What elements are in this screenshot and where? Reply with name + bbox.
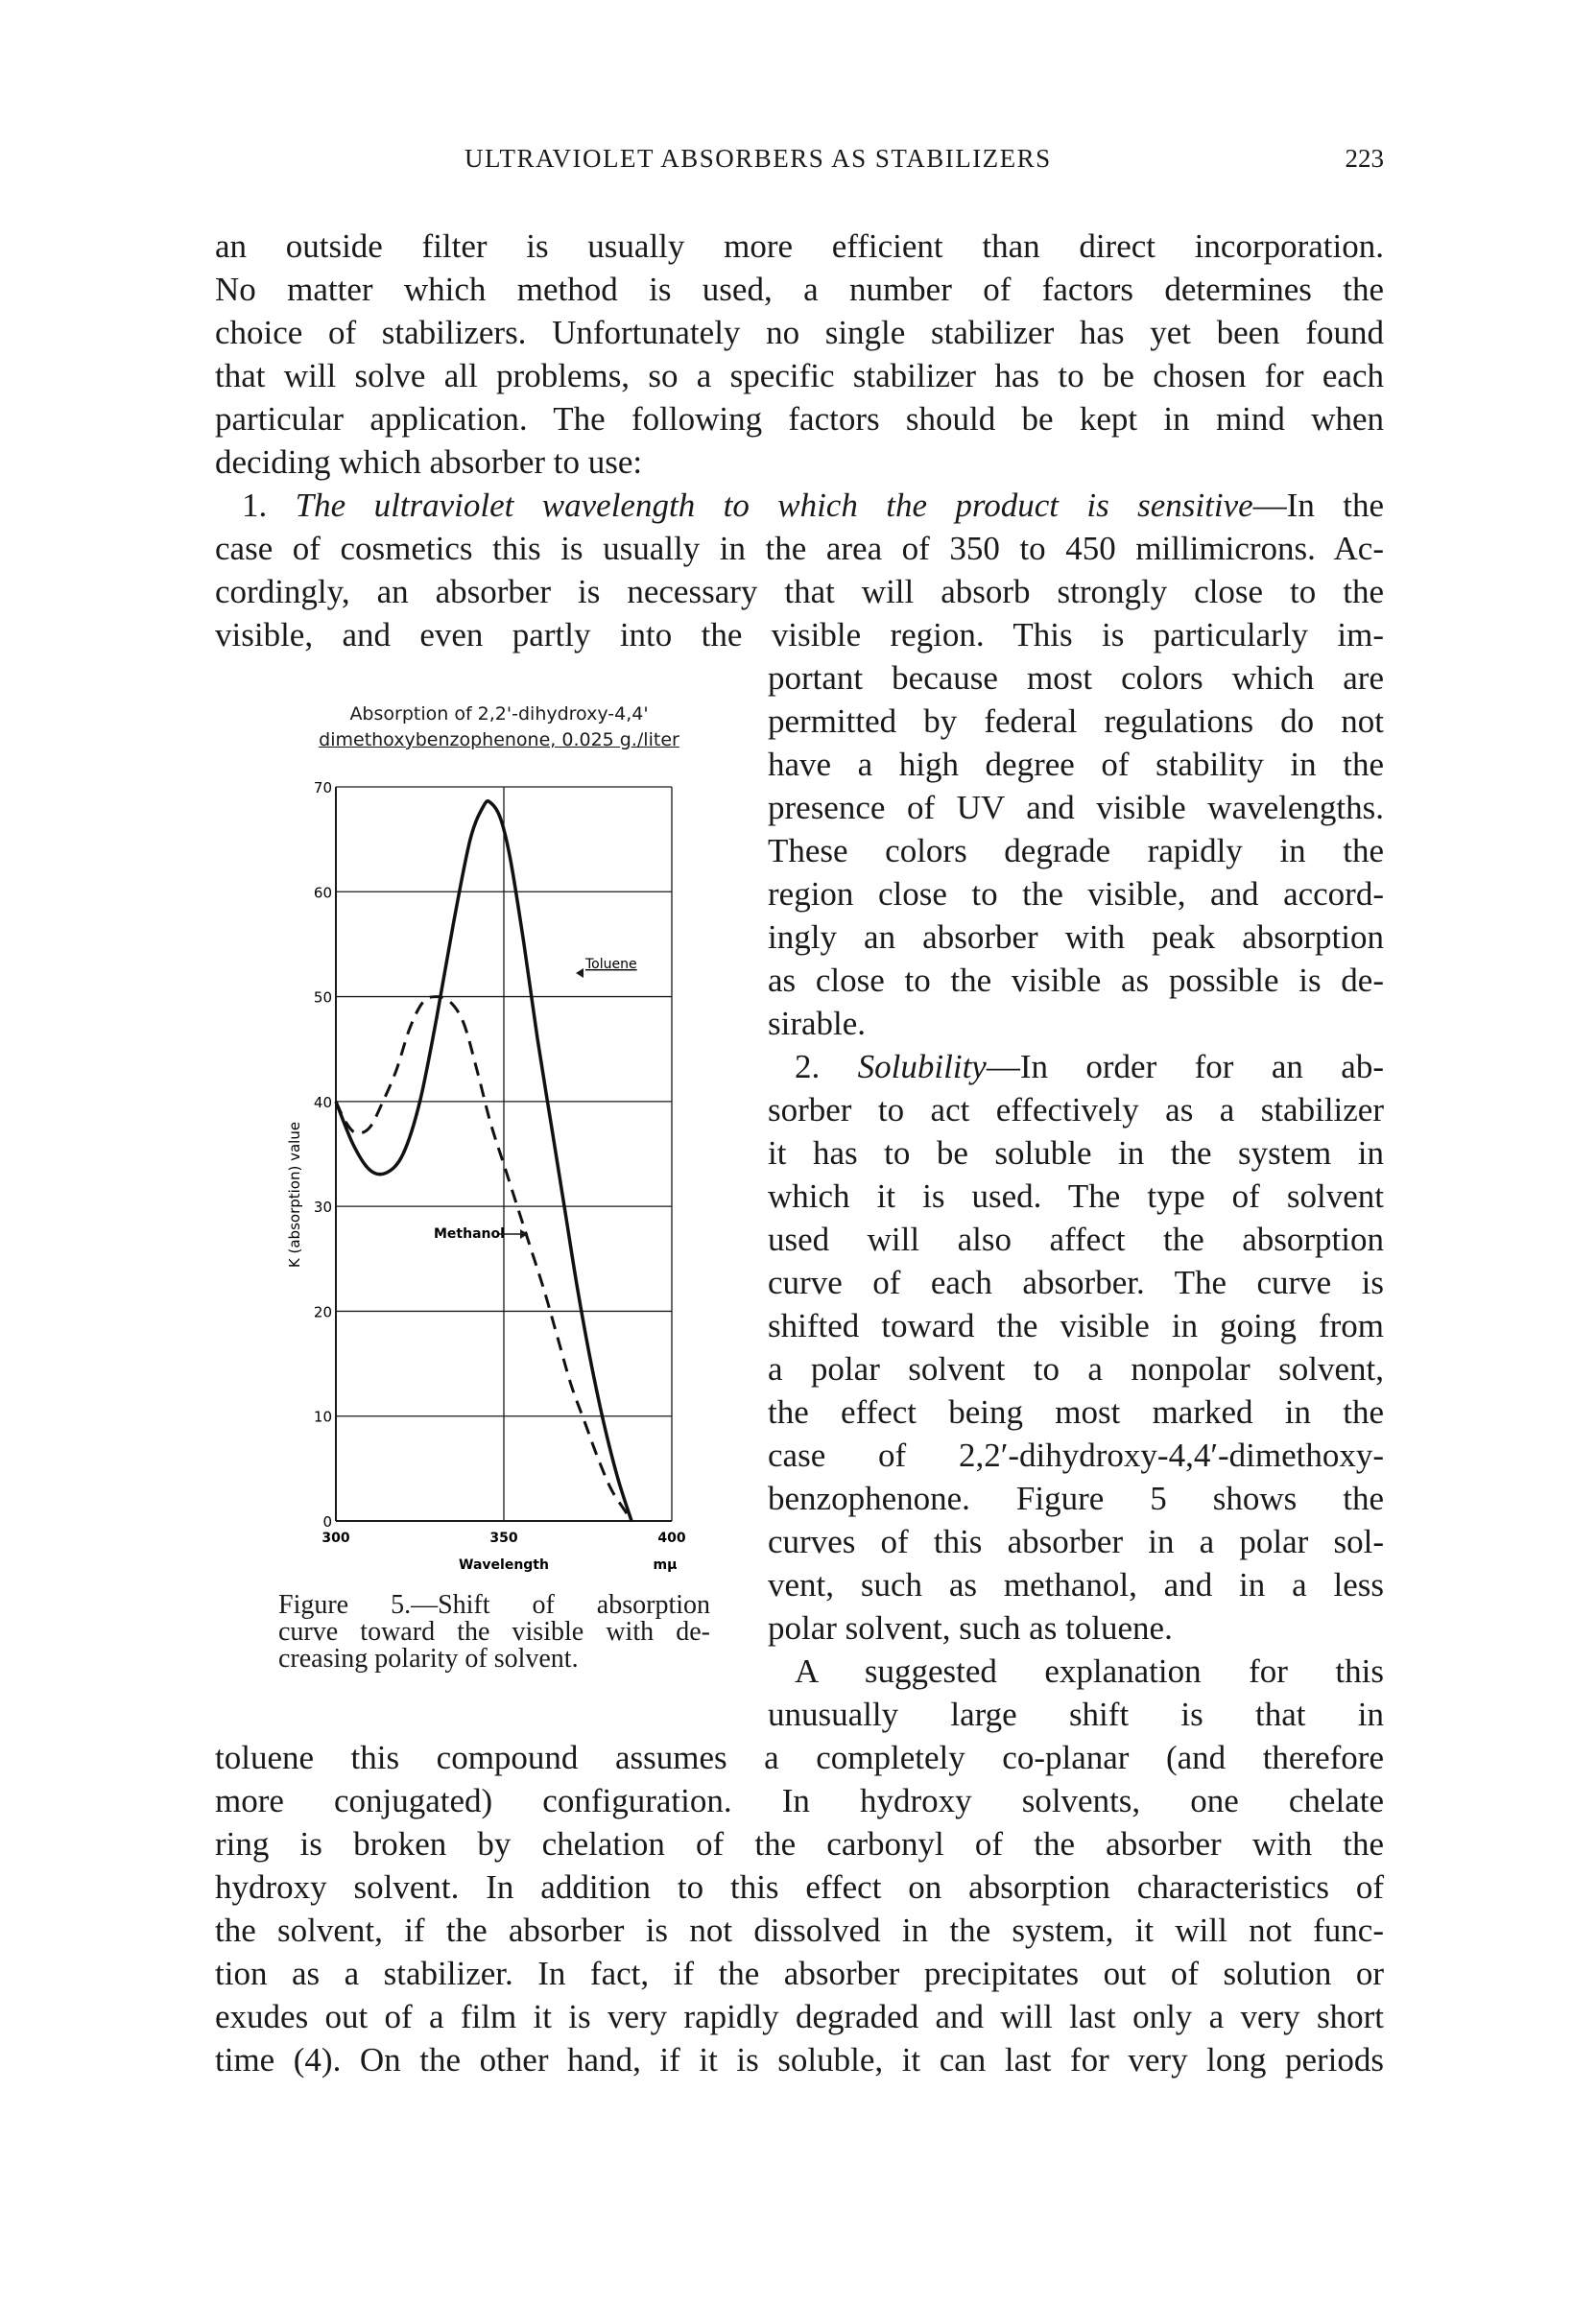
text-line: sirable. <box>768 1005 867 1042</box>
x-tick-label: 350 <box>489 1531 518 1546</box>
text-line: visible, and even partly into the visible region. This is particularly im- <box>215 616 1384 653</box>
item-2-number: 2. <box>795 1048 821 1085</box>
chart-series <box>336 801 631 1521</box>
text-line: presence of UV and visible wavelengths. <box>768 789 1384 826</box>
chart-grid <box>336 787 672 1521</box>
text-line: choice of stabilizers. Unfortunately no single stabilizer has yet been found <box>215 314 1384 351</box>
y-tick-label: 20 <box>313 1303 332 1321</box>
text-line: curves of this absorber in a polar sol- <box>768 1523 1384 1560</box>
text-line: case of 2,2′-dihydroxy-4,4′-dimethoxy- <box>768 1437 1384 1474</box>
text-line: a polar solvent to a nonpolar solvent, <box>768 1350 1384 1388</box>
x-tick-label: 300 <box>322 1531 350 1546</box>
item-1-heading: The ultraviolet wavelength to which the product is sensitive <box>295 487 1253 524</box>
x-axis-label: Wavelength <box>459 1557 549 1573</box>
text-line: unusually large shift is that in <box>768 1696 1384 1733</box>
toluene-pointer-arrowhead <box>576 968 584 978</box>
chart-ticks <box>314 779 686 1546</box>
text-line: more conjugated) configuration. In hydroxy solvents, one chelate <box>215 1782 1384 1819</box>
text-line: These colors degrade rapidly in the <box>768 832 1384 869</box>
caption-line: creasing polarity of solvent. <box>278 1644 579 1674</box>
text-line: deciding which absorber to use: <box>215 443 643 481</box>
x-axis-unit: mμ <box>653 1557 678 1573</box>
text-line: shifted toward the visible in going from <box>768 1307 1384 1344</box>
text-line: region close to the visible, and accord- <box>768 875 1384 913</box>
text-line: permitted by federal regulations do not <box>768 702 1384 740</box>
text-line: used will also affect the absorption <box>768 1221 1384 1258</box>
text-line: hydroxy solvent. In addition to this effect on absorption characteristics of <box>215 1868 1384 1906</box>
text-line: curve of each absorber. The curve is <box>768 1264 1384 1301</box>
text-line: the effect being most marked in the <box>768 1393 1384 1431</box>
text-line: No matter which method is used, a number of factors determines the <box>215 271 1384 308</box>
running-header <box>215 144 1384 182</box>
chart-title-line-2: dimethoxybenzophenone, 0.025 g./liter <box>319 729 679 750</box>
y-tick-label: 0 <box>322 1513 332 1531</box>
text-line: which it is used. The type of solvent <box>768 1177 1384 1215</box>
item-1-line1-rest: —In the <box>1252 487 1384 524</box>
text-line: vent, such as methanol, and in a less <box>768 1566 1384 1604</box>
text-line: polar solvent, such as toluene. <box>768 1609 1173 1647</box>
caption-line: curve toward the visible with de- <box>278 1617 710 1647</box>
item-1-number: 1. <box>242 487 268 524</box>
item-2-first-line <box>768 1045 1384 1088</box>
text-line: benzophenone. Figure 5 shows the <box>768 1480 1384 1517</box>
absorption-chart <box>250 758 729 1583</box>
series-line-methanol <box>336 997 631 1521</box>
text-line: exudes out of a film it is very rapidly degraded and will last only a very short <box>215 1998 1384 2035</box>
y-tick-label: 50 <box>313 988 332 1007</box>
text-line: ingly an absorber with peak absorption <box>768 918 1384 956</box>
annotation-methanol: Methanol <box>434 1226 505 1242</box>
text-line: as close to the visible as possible is de- <box>768 962 1384 999</box>
running-title: ULTRAVIOLET ABSORBERS AS STABILIZERS <box>465 144 1052 173</box>
page-number: 223 <box>1345 144 1384 173</box>
y-tick-label: 70 <box>313 779 332 796</box>
text-line: that will solve all problems, so a specific stabilizer has to be chosen for each <box>215 357 1384 394</box>
item-2-line1-rest: —In order for an ab- <box>986 1048 1385 1085</box>
text-line: tion as a stabilizer. In fact, if the absorber precipitates out of solution or <box>215 1955 1384 1992</box>
figure-caption <box>278 1592 710 1673</box>
item-2-heading: Solubility <box>857 1048 987 1085</box>
y-tick-label: 60 <box>313 884 332 902</box>
text-line: cordingly, an absorber is necessary that will absorb strongly close to the <box>215 573 1384 610</box>
chart-title-line-1: Absorption of 2,2'-dihydroxy-4,4' <box>349 703 649 725</box>
y-tick-label: 40 <box>313 1093 332 1111</box>
text-line: toluene this compound assumes a completely co-planar (and therefore <box>215 1739 1384 1776</box>
text-line: time (4). On the other hand, if it is soluble, it can last for very long periods <box>215 2041 1384 2079</box>
x-tick-label: 400 <box>657 1531 686 1546</box>
caption-line: Figure 5.—Shift of absorption <box>278 1590 710 1620</box>
text-line: portant because most colors which are <box>768 659 1384 697</box>
text-line: the solvent, if the absorber is not dissolved in the system, it will not func- <box>215 1912 1384 1949</box>
text-line: it has to be soluble in the system in <box>768 1134 1384 1172</box>
text-line: particular application. The following factors should be kept in mind when <box>215 400 1384 438</box>
text-line: an outside filter is usually more efficient than direct incorporation. <box>215 227 1384 265</box>
series-line-toluene <box>336 801 631 1521</box>
y-axis-label: K (absorption) value <box>286 1121 303 1269</box>
text-line: case of cosmetics this is usually in the area of 350 to 450 millimicrons. Ac- <box>215 530 1384 567</box>
text-line: ring is broken by chelation of the carbonyl of the absorber with the <box>215 1825 1384 1863</box>
text-line: have a high degree of stability in the <box>768 746 1384 783</box>
item-1-first-line <box>215 484 1384 527</box>
annotation-toluene: Toluene <box>585 957 637 972</box>
chart-title <box>288 701 710 753</box>
text-line: sorber to act effectively as a stabilizer <box>768 1091 1384 1129</box>
y-tick-label: 10 <box>313 1408 332 1426</box>
y-tick-label: 30 <box>313 1199 332 1217</box>
text-line: A suggested explanation for this <box>795 1652 1384 1690</box>
